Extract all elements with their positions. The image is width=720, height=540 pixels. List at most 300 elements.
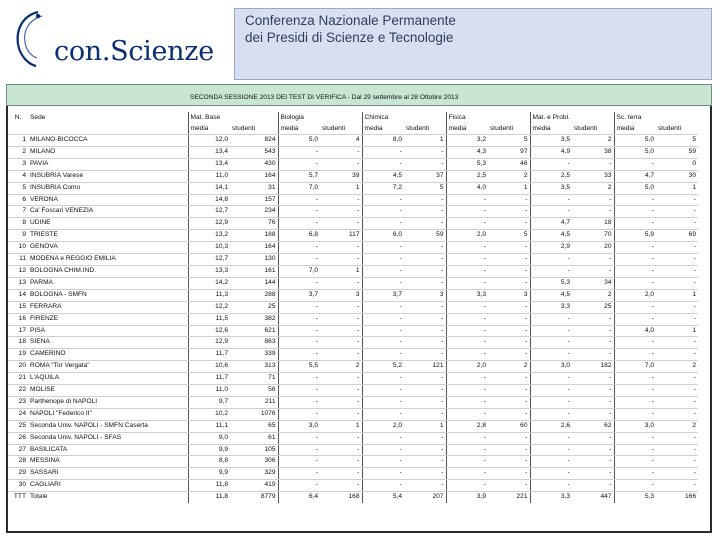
mat-base-studenti-cell: 306 <box>230 456 278 468</box>
sc-terra-studenti-cell: - <box>656 444 698 456</box>
table-row <box>8 254 698 266</box>
chimica-studenti-cell: 5 <box>404 182 446 194</box>
mat-probl-media-cell: 2,9 <box>530 242 572 254</box>
row-number-cell: 1 <box>8 135 28 147</box>
mat-base-studenti-cell: 430 <box>230 158 278 170</box>
mat-probl-studenti-cell: 18 <box>572 218 614 230</box>
fisica-media-cell: 2,0 <box>446 361 488 373</box>
row-number-cell: 24 <box>8 408 28 420</box>
table-row <box>8 444 698 456</box>
mat-probl-studenti-cell: - <box>572 194 614 206</box>
chimica-media-cell: 4,5 <box>362 170 404 182</box>
biologia-media-cell: 7,0 <box>278 265 320 277</box>
fisica-media-cell: - <box>446 242 488 254</box>
sub-header-media: media <box>188 123 230 135</box>
mat-probl-studenti-cell: - <box>572 456 614 468</box>
fisica-media-cell: 2,5 <box>446 170 488 182</box>
chimica-media-cell: - <box>362 313 404 325</box>
sc-terra-studenti-cell: - <box>656 313 698 325</box>
sede-name-cell: Ca' Foscari VENEZIA <box>28 206 188 218</box>
chimica-studenti-cell: - <box>404 313 446 325</box>
mat-base-media-cell: 11,0 <box>188 385 230 397</box>
sede-name-cell: VERONA <box>28 194 188 206</box>
sede-name-cell: FERRARA <box>28 301 188 313</box>
fisica-media-cell: - <box>446 349 488 361</box>
mat-base-media-cell: 9,9 <box>188 468 230 480</box>
table-row <box>8 349 698 361</box>
mat-base-studenti-cell: 621 <box>230 325 278 337</box>
sc-terra-studenti-cell: - <box>656 480 698 492</box>
mat-probl-media-cell: - <box>530 313 572 325</box>
biologia-media-cell: 3,7 <box>278 289 320 301</box>
sede-name-cell: SASSARI <box>28 468 188 480</box>
sub-header-row <box>8 123 698 135</box>
mat-base-studenti-cell: 211 <box>230 396 278 408</box>
fisica-media-cell: - <box>446 337 488 349</box>
table-row <box>8 218 698 230</box>
sub-header-media: media <box>446 123 488 135</box>
biologia-studenti-cell: - <box>320 325 362 337</box>
sede-name-cell: PARMA <box>28 277 188 289</box>
biologia-media-cell: - <box>278 385 320 397</box>
mat-base-studenti-cell: 130 <box>230 254 278 266</box>
biologia-media-cell: - <box>278 468 320 480</box>
table-row <box>8 385 698 397</box>
fisica-studenti-cell: - <box>488 396 530 408</box>
fisica-media-cell: - <box>446 194 488 206</box>
fisica-studenti-cell: - <box>488 277 530 289</box>
results-table <box>8 112 698 503</box>
mat-base-media-cell: 14,1 <box>188 182 230 194</box>
biologia-media-cell: - <box>278 349 320 361</box>
fisica-media-cell: 5,3 <box>446 158 488 170</box>
mat-base-studenti-cell: 164 <box>230 242 278 254</box>
fisica-media-cell: - <box>446 396 488 408</box>
mat-probl-media-cell: 4,7 <box>530 218 572 230</box>
mat-base-studenti-cell: 8779 <box>230 492 278 503</box>
mat-base-media-cell: 12,7 <box>188 206 230 218</box>
sc-terra-media-cell: 5,0 <box>614 135 656 147</box>
biologia-media-cell: - <box>278 146 320 158</box>
biologia-media-cell: 7,0 <box>278 182 320 194</box>
chimica-studenti-cell: 37 <box>404 170 446 182</box>
mat-probl-media-cell: - <box>530 337 572 349</box>
sede-name-cell: PAVIA <box>28 158 188 170</box>
mat-base-media-cell: 9,7 <box>188 396 230 408</box>
sede-name-cell: Seconda Univ. NAPOLI - SMFN Caserta <box>28 420 188 432</box>
mat-probl-studenti-cell: 2 <box>572 182 614 194</box>
sc-terra-studenti-cell: - <box>656 301 698 313</box>
table-row <box>8 146 698 158</box>
mat-probl-studenti-cell: - <box>572 337 614 349</box>
sc-terra-studenti-cell: - <box>656 396 698 408</box>
sc-terra-media-cell: - <box>614 313 656 325</box>
biologia-studenti-cell: - <box>320 468 362 480</box>
sub-header-studenti: studenti <box>656 123 698 135</box>
mat-probl-media-cell: 4,5 <box>530 289 572 301</box>
mat-base-studenti-cell: 164 <box>230 170 278 182</box>
header-num: N. <box>14 114 22 121</box>
mat-probl-studenti-cell: 38 <box>572 146 614 158</box>
table-body <box>8 135 698 492</box>
mat-base-media-cell: 11,5 <box>188 313 230 325</box>
row-number-cell: 16 <box>8 313 28 325</box>
header-group-sc-terra: Sc. terra <box>616 114 642 121</box>
biologia-media-cell: - <box>278 218 320 230</box>
fisica-studenti-cell: - <box>488 468 530 480</box>
sc-terra-media-cell: - <box>614 444 656 456</box>
sc-terra-studenti-cell: - <box>656 408 698 420</box>
sub-header-blank <box>28 123 188 135</box>
chimica-media-cell: - <box>362 277 404 289</box>
row-number-cell: 10 <box>8 242 28 254</box>
sc-terra-media-cell: - <box>614 408 656 420</box>
biologia-studenti-cell: 117 <box>320 230 362 242</box>
chimica-studenti-cell: - <box>404 301 446 313</box>
fisica-studenti-cell: - <box>488 349 530 361</box>
mat-probl-studenti-cell: - <box>572 349 614 361</box>
biologia-media-cell: - <box>278 242 320 254</box>
mat-base-studenti-cell: 65 <box>230 420 278 432</box>
biologia-studenti-cell: - <box>320 242 362 254</box>
row-number-cell: 8 <box>8 218 28 230</box>
mat-probl-media-cell: 2,5 <box>530 170 572 182</box>
biologia-studenti-cell: - <box>320 194 362 206</box>
logo-wordmark: con.Scienze <box>54 36 214 67</box>
mat-probl-media-cell: - <box>530 194 572 206</box>
session-banner-text: SECONDA SESSIONE 2013 DEI TEST DI VERIFICA - Dal 29 settembre al 28 Ottobre 2013 <box>190 94 459 101</box>
chimica-studenti-cell: 3 <box>404 289 446 301</box>
mat-base-studenti-cell: 76 <box>230 218 278 230</box>
table-row <box>8 325 698 337</box>
title-line-1: Conferenza Nazionale Permanente <box>245 13 456 28</box>
mat-probl-studenti-cell: - <box>572 325 614 337</box>
mat-base-media-cell: 13,4 <box>188 146 230 158</box>
sc-terra-studenti-cell: 5 <box>656 135 698 147</box>
sc-terra-studenti-cell: 69 <box>656 230 698 242</box>
chimica-studenti-cell: - <box>404 456 446 468</box>
biologia-media-cell: - <box>278 277 320 289</box>
session-banner <box>6 84 712 106</box>
mat-probl-media-cell: - <box>530 325 572 337</box>
chimica-media-cell: - <box>362 325 404 337</box>
table-row <box>8 456 698 468</box>
row-number-cell: 9 <box>8 230 28 242</box>
sc-terra-media-cell: - <box>614 218 656 230</box>
chimica-studenti-cell: - <box>404 242 446 254</box>
chimica-media-cell: - <box>362 158 404 170</box>
table-row <box>8 158 698 170</box>
sc-terra-media-cell: - <box>614 468 656 480</box>
chimica-studenti-cell: - <box>404 277 446 289</box>
chimica-studenti-cell: - <box>404 480 446 492</box>
mat-base-media-cell: 12,7 <box>188 254 230 266</box>
chimica-media-cell: 7,2 <box>362 182 404 194</box>
sc-terra-studenti-cell: 1 <box>656 325 698 337</box>
total-row <box>8 492 698 503</box>
sede-name-cell: MESSINA <box>28 456 188 468</box>
mat-base-studenti-cell: 329 <box>230 468 278 480</box>
row-number-cell: 7 <box>8 206 28 218</box>
sc-terra-studenti-cell: - <box>656 218 698 230</box>
row-number-cell: 5 <box>8 182 28 194</box>
biologia-media-cell: - <box>278 254 320 266</box>
mat-probl-studenti-cell: 34 <box>572 277 614 289</box>
mat-base-studenti-cell: 25 <box>230 301 278 313</box>
fisica-media-cell: - <box>446 313 488 325</box>
fisica-media-cell: - <box>446 265 488 277</box>
sede-name-cell: UDINE <box>28 218 188 230</box>
sc-terra-media-cell: - <box>614 301 656 313</box>
chimica-media-cell: 5,2 <box>362 361 404 373</box>
biologia-studenti-cell: - <box>320 146 362 158</box>
mat-probl-media-cell: 3,3 <box>530 301 572 313</box>
row-number-cell: 17 <box>8 325 28 337</box>
chimica-studenti-cell: - <box>404 146 446 158</box>
chimica-media-cell: - <box>362 456 404 468</box>
mat-probl-studenti-cell: - <box>572 444 614 456</box>
mat-probl-studenti-cell: - <box>572 480 614 492</box>
mat-probl-media-cell: - <box>530 396 572 408</box>
row-number-cell: 4 <box>8 170 28 182</box>
mat-base-media-cell: 13,3 <box>188 265 230 277</box>
fisica-studenti-cell: - <box>488 385 530 397</box>
fisica-media-cell: - <box>446 456 488 468</box>
biologia-studenti-cell: - <box>320 456 362 468</box>
table-row <box>8 289 698 301</box>
mat-base-studenti-cell: 188 <box>230 230 278 242</box>
sc-terra-studenti-cell: - <box>656 254 698 266</box>
fisica-studenti-cell: - <box>488 301 530 313</box>
chimica-media-cell: - <box>362 444 404 456</box>
mat-base-media-cell: 9,0 <box>188 432 230 444</box>
sede-name-cell: BOLOGNA - SMFN <box>28 289 188 301</box>
sc-terra-media-cell: - <box>614 349 656 361</box>
mat-probl-media-cell: - <box>530 265 572 277</box>
sc-terra-studenti-cell: - <box>656 432 698 444</box>
fisica-studenti-cell: - <box>488 408 530 420</box>
biologia-studenti-cell: 1 <box>320 182 362 194</box>
mat-probl-media-cell: - <box>530 468 572 480</box>
fisica-studenti-cell: 2 <box>488 361 530 373</box>
fisica-studenti-cell: 5 <box>488 230 530 242</box>
mat-base-media-cell: 10,3 <box>188 242 230 254</box>
mat-probl-studenti-cell: - <box>572 408 614 420</box>
fisica-media-cell: - <box>446 277 488 289</box>
mat-probl-studenti-cell: - <box>572 468 614 480</box>
mat-base-studenti-cell: 419 <box>230 480 278 492</box>
chimica-studenti-cell: - <box>404 385 446 397</box>
mat-probl-studenti-cell: 20 <box>572 242 614 254</box>
chimica-studenti-cell: - <box>404 325 446 337</box>
sc-terra-studenti-cell: - <box>656 337 698 349</box>
mat-base-media-cell: 9,9 <box>188 444 230 456</box>
fisica-media-cell: 2,0 <box>446 230 488 242</box>
sede-name-cell: Parthenope di NAPOLI <box>28 396 188 408</box>
biologia-media-cell: 5,0 <box>278 135 320 147</box>
sede-name-cell: NAPOLI "Federico II" <box>28 408 188 420</box>
mat-base-media-cell: 11,8 <box>188 480 230 492</box>
mat-probl-media-cell: - <box>530 373 572 385</box>
fisica-studenti-cell: - <box>488 337 530 349</box>
sc-terra-media-cell: - <box>614 277 656 289</box>
row-number-cell: 2 <box>8 146 28 158</box>
sc-terra-studenti-cell: - <box>656 349 698 361</box>
sc-terra-studenti-cell: 0 <box>656 158 698 170</box>
fisica-studenti-cell: - <box>488 242 530 254</box>
mat-probl-media-cell: 4,5 <box>530 230 572 242</box>
mat-probl-media-cell: 3,5 <box>530 182 572 194</box>
table-row <box>8 242 698 254</box>
sc-terra-studenti-cell: - <box>656 385 698 397</box>
mat-probl-media-cell: 4,9 <box>530 146 572 158</box>
sede-name-cell: BOLOGNA CHIM.IND. <box>28 265 188 277</box>
mat-probl-studenti-cell: - <box>572 158 614 170</box>
sc-terra-studenti-cell: 166 <box>684 493 696 501</box>
mat-probl-studenti-cell: 2 <box>572 289 614 301</box>
biologia-studenti-cell: - <box>320 480 362 492</box>
sc-terra-studenti-cell: 59 <box>656 146 698 158</box>
sede-name-cell: INSUBRIA Como <box>28 182 188 194</box>
sc-terra-media-cell: - <box>614 337 656 349</box>
biologia-media-cell: - <box>278 206 320 218</box>
row-number-cell: 14 <box>8 289 28 301</box>
table-row <box>8 361 698 373</box>
mat-base-studenti-cell: 61 <box>230 432 278 444</box>
table-row <box>8 396 698 408</box>
mat-probl-studenti-cell: - <box>572 206 614 218</box>
sc-terra-media-cell: - <box>614 480 656 492</box>
mat-base-media-cell: 12,6 <box>188 325 230 337</box>
logo-swirl-icon <box>8 8 56 70</box>
sc-terra-media-cell: 4,7 <box>614 170 656 182</box>
chimica-media-cell: - <box>362 349 404 361</box>
row-number-cell: 29 <box>8 468 28 480</box>
biologia-studenti-cell: 3 <box>320 289 362 301</box>
chimica-media-cell: - <box>362 373 404 385</box>
chimica-media-cell: 6,0 <box>362 230 404 242</box>
fisica-studenti-cell: 97 <box>488 146 530 158</box>
fisica-studenti-cell: - <box>488 432 530 444</box>
mat-base-media-cell: 10,6 <box>188 361 230 373</box>
sede-name-cell: MOLISE <box>28 385 188 397</box>
fisica-studenti-cell: 46 <box>488 158 530 170</box>
sede-name-cell: MILANO <box>28 146 188 158</box>
table-row <box>8 468 698 480</box>
mat-probl-studenti-cell: - <box>572 313 614 325</box>
mat-base-studenti-cell: 288 <box>230 289 278 301</box>
chimica-studenti-cell: - <box>404 468 446 480</box>
fisica-media-cell: 4,3 <box>446 146 488 158</box>
fisica-studenti-cell: 2 <box>488 170 530 182</box>
mat-base-media-cell: 10,2 <box>188 408 230 420</box>
chimica-studenti-cell: - <box>404 218 446 230</box>
biologia-media-cell: - <box>278 444 320 456</box>
sc-terra-media-cell: 2,0 <box>614 289 656 301</box>
fisica-media-cell: - <box>446 206 488 218</box>
mat-base-media-cell: 13,2 <box>188 230 230 242</box>
sede-name-cell: BASILICATA <box>28 444 188 456</box>
sc-terra-media-cell: 4,0 <box>614 325 656 337</box>
chimica-studenti-cell: - <box>404 396 446 408</box>
fisica-studenti-cell: 1 <box>488 182 530 194</box>
sc-terra-studenti-cell: 1 <box>656 289 698 301</box>
fisica-studenti-cell: - <box>488 254 530 266</box>
chimica-media-cell: - <box>362 146 404 158</box>
chimica-media-cell: - <box>362 480 404 492</box>
fisica-studenti-cell: - <box>488 373 530 385</box>
sc-terra-media-cell: 3,0 <box>614 420 656 432</box>
biologia-studenti-cell: - <box>320 206 362 218</box>
mat-base-media-cell: 8,8 <box>188 456 230 468</box>
mat-probl-studenti-cell: - <box>572 373 614 385</box>
chimica-media-cell: - <box>362 408 404 420</box>
logo <box>8 8 230 70</box>
table-row <box>8 182 698 194</box>
mat-base-media-cell: 13,4 <box>188 158 230 170</box>
biologia-studenti-cell: - <box>320 254 362 266</box>
chimica-media-cell: - <box>362 432 404 444</box>
title-line-2: dei Presidi di Scienze e Tecnologie <box>245 30 454 45</box>
biologia-studenti-cell: - <box>320 337 362 349</box>
fisica-media-cell: - <box>446 301 488 313</box>
mat-probl-media-cell: - <box>530 349 572 361</box>
mat-base-media-cell: 12,2 <box>188 301 230 313</box>
sc-terra-studenti-cell: - <box>656 265 698 277</box>
mat-base-studenti-cell: 31 <box>230 182 278 194</box>
sede-name-cell: MILANO-BICOCCA <box>28 135 188 147</box>
chimica-media-cell: 5,4 <box>392 493 402 501</box>
chimica-studenti-cell: - <box>404 158 446 170</box>
fisica-studenti-cell: - <box>488 325 530 337</box>
fisica-studenti-cell: - <box>488 313 530 325</box>
sc-terra-studenti-cell: 2 <box>656 361 698 373</box>
sc-terra-media-cell: 5,0 <box>614 146 656 158</box>
biologia-media-cell: - <box>278 158 320 170</box>
biologia-media-cell: 6,4 <box>308 493 318 501</box>
biologia-studenti-cell: 4 <box>320 135 362 147</box>
sub-header-blank <box>8 123 28 135</box>
biologia-media-cell: - <box>278 325 320 337</box>
sede-name-cell: ROMA "Tor Vergata" <box>28 361 188 373</box>
biologia-studenti-cell: - <box>320 277 362 289</box>
row-number-cell: 6 <box>8 194 28 206</box>
sc-terra-studenti-cell: - <box>656 194 698 206</box>
mat-probl-media-cell: 3,5 <box>530 135 572 147</box>
sc-terra-studenti-cell: - <box>656 468 698 480</box>
chimica-studenti-cell: 59 <box>404 230 446 242</box>
sede-name-cell: CAMERINO <box>28 349 188 361</box>
sc-terra-studenti-cell: 1 <box>656 182 698 194</box>
fisica-studenti-cell: 221 <box>488 492 530 503</box>
mat-base-media-cell: 11,3 <box>188 289 230 301</box>
biologia-media-cell: - <box>278 408 320 420</box>
row-number-cell: 11 <box>8 254 28 266</box>
mat-base-media-cell: 11,1 <box>188 420 230 432</box>
biologia-media-cell: 3,0 <box>278 420 320 432</box>
mat-probl-media-cell: 2,6 <box>530 420 572 432</box>
biologia-media-cell: - <box>278 313 320 325</box>
table-row <box>8 301 698 313</box>
mat-base-media-cell: 14,8 <box>188 194 230 206</box>
chimica-media-cell: 2,0 <box>362 420 404 432</box>
sede-name-cell: MODENA e REGGIO EMILIA <box>28 254 188 266</box>
sc-terra-media-cell: - <box>614 265 656 277</box>
table-row <box>8 313 698 325</box>
mat-probl-studenti-cell: 2 <box>572 135 614 147</box>
mat-probl-studenti-cell: - <box>572 432 614 444</box>
sub-header-studenti: studenti <box>488 123 530 135</box>
